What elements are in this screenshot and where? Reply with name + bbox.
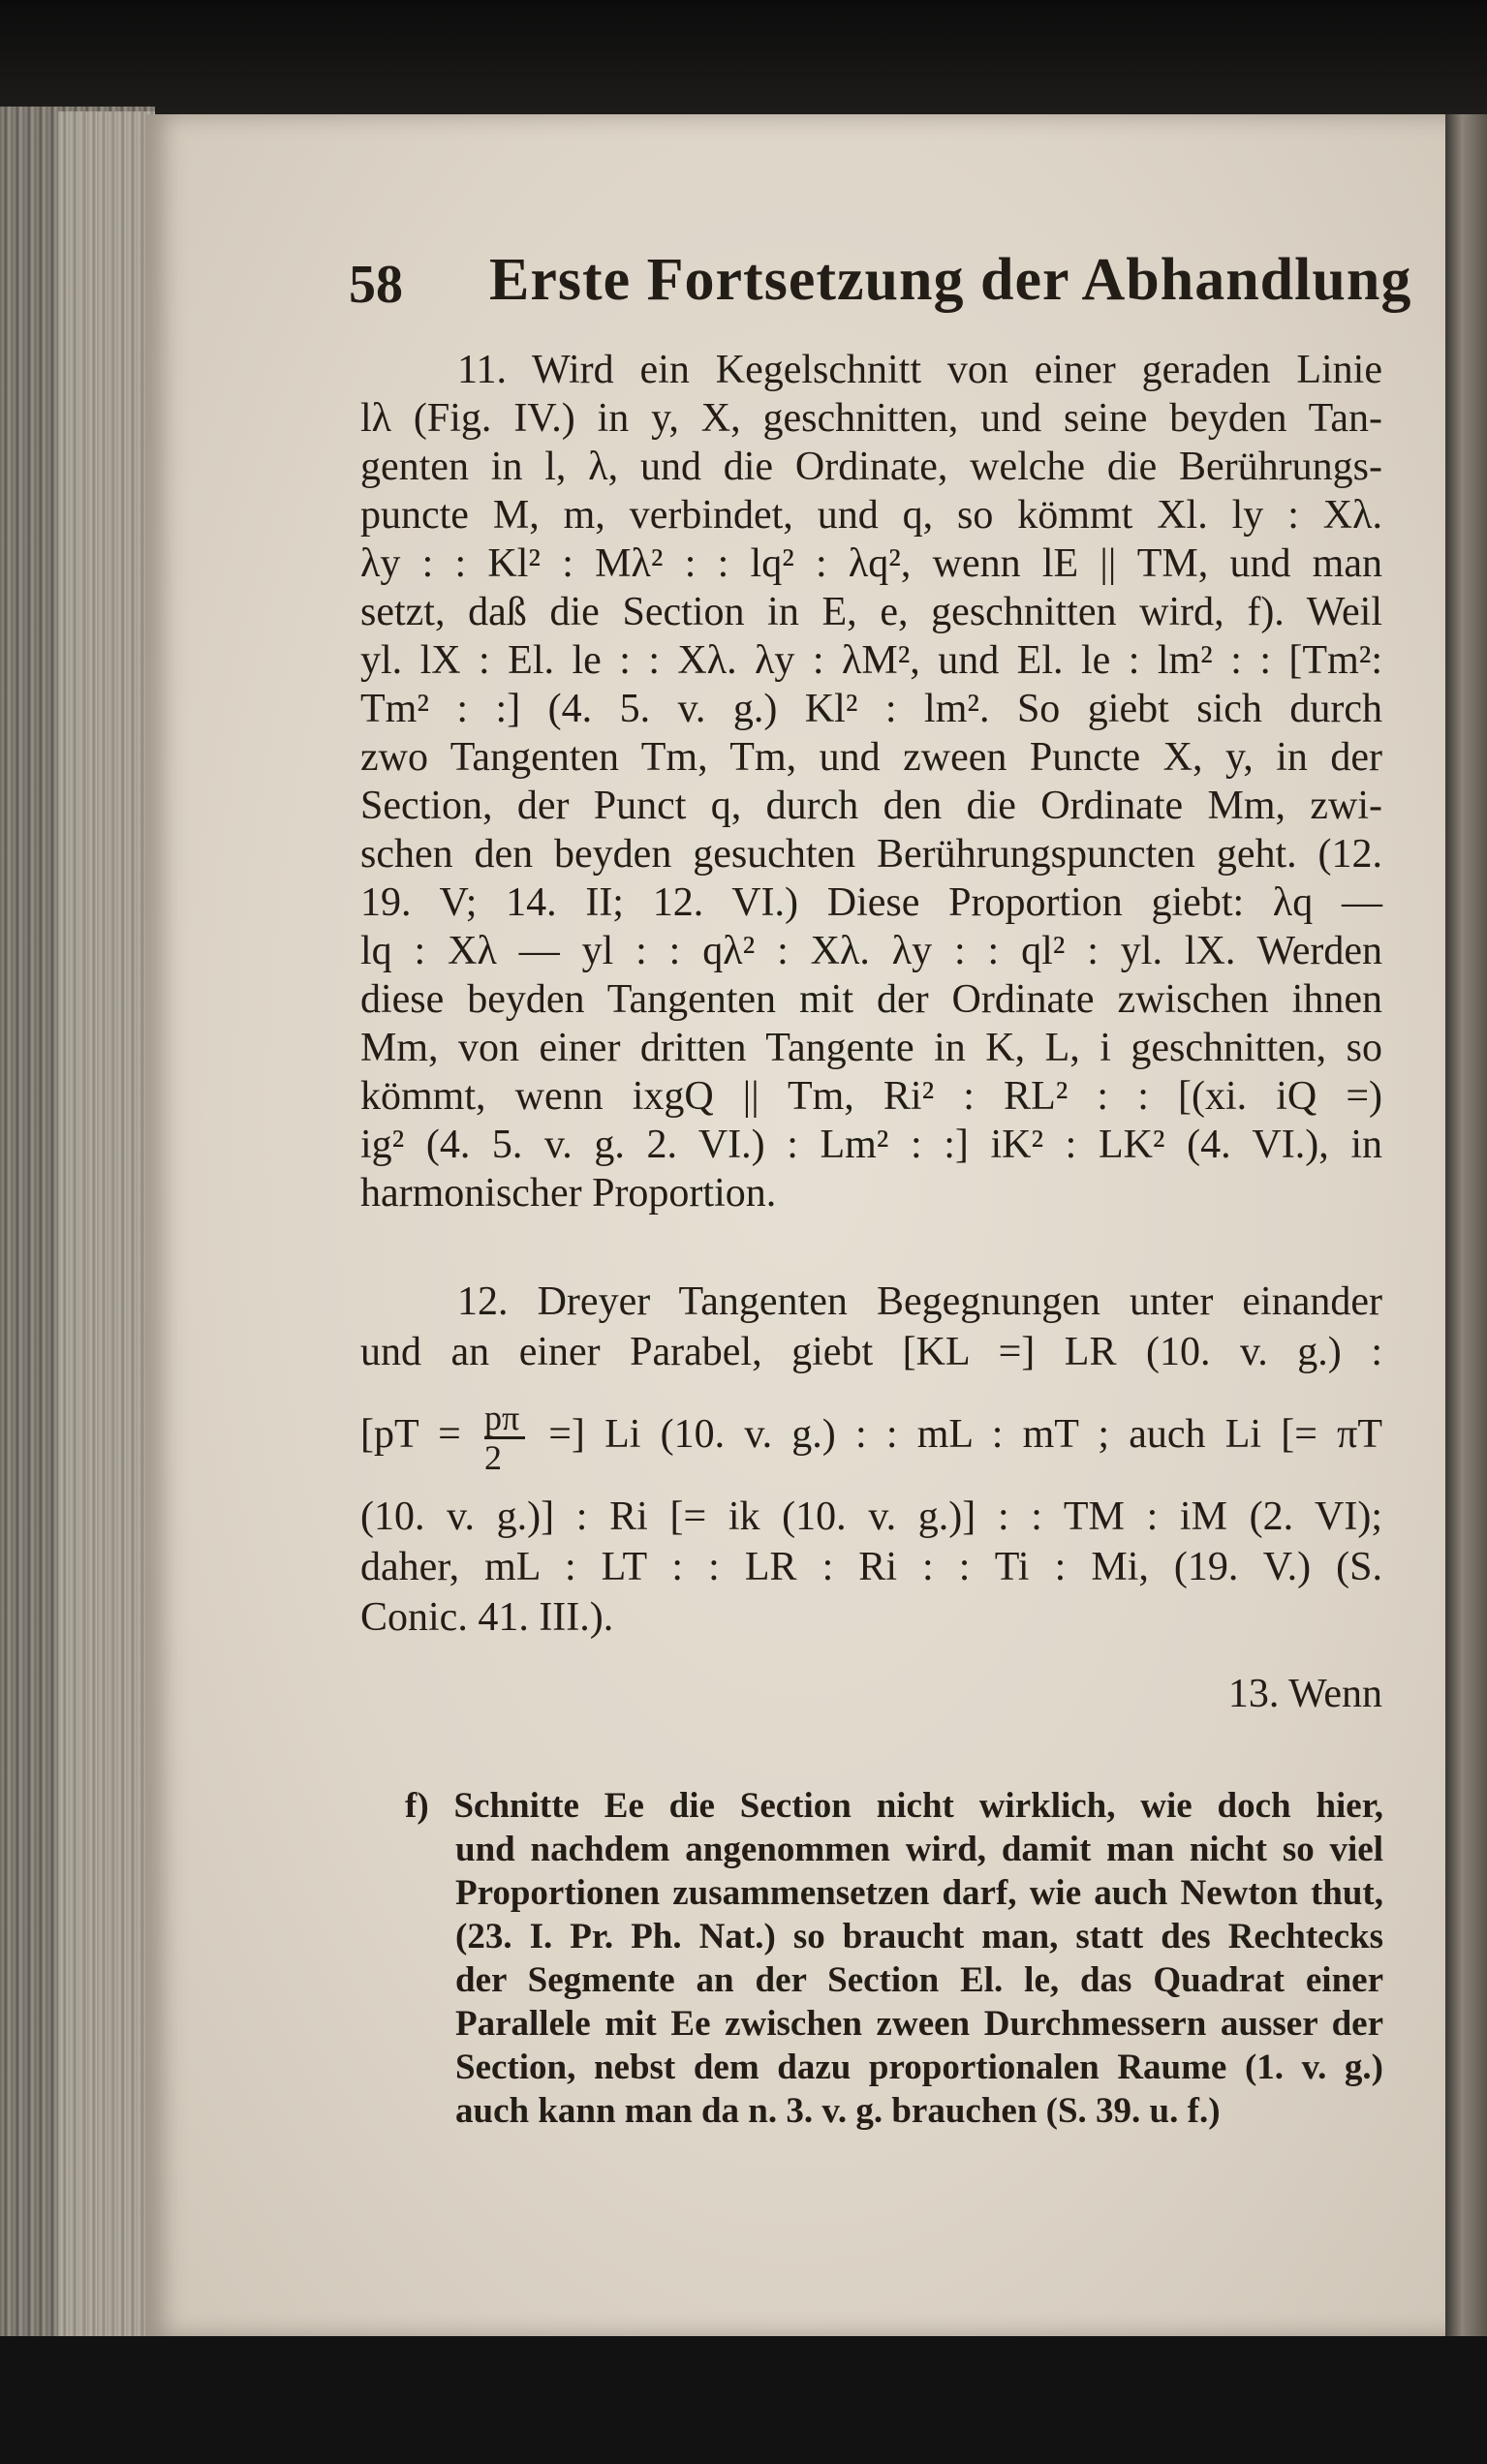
text-line: lλ (Fig. IV.) in y, X, geschnitten, und seine beyden Tan- (360, 396, 1382, 441)
text-line: Section, der Punct q, durch den die Ordinate Mm, zwi- (360, 784, 1382, 828)
text-line: lq : Xλ — yl : : qλ² : Xλ. λy : : ql² : yl. lX. Werden (360, 929, 1382, 973)
text-line: und an einer Parabel, giebt [KL =] LR (10. v. g.) : (360, 1330, 1382, 1374)
text-line: harmonischer Proportion. (360, 1171, 777, 1216)
text-line: (10. v. g.)] : Ri [= ik (10. v. g.)] : : TM : iM (2. VI); (360, 1494, 1382, 1539)
footnote-line: Section, nebst dem dazu proportionalen Raume (1. v. g.) (455, 2048, 1383, 2087)
section-11-paragraph (360, 346, 1382, 1217)
formula-text: =] Li (10. v. g.) : : mL : mT ; auch Li [= πT (548, 1412, 1383, 1457)
fraction-numerator: pπ (484, 1398, 520, 1437)
text-line: yl. lX : El. le : : Xλ. λy : λM², und El. le : lm² : : [Tm²: (360, 638, 1382, 683)
text-line: setzt, daß die Section in E, e, geschnitten wird, f). Weil (360, 590, 1382, 634)
text-line-with-fraction (360, 1377, 1382, 1492)
footnote-line: der Segmente an der Section El. le, das Quadrat einer (455, 1960, 1383, 2000)
text-line: ig² (4. 5. v. g. 2. VI.) : Lm² : :] iK² : LK² (4. VI.), in (360, 1123, 1382, 1167)
text-line: diese beyden Tangenten mit der Ordinate zwischen ihnen (360, 977, 1382, 1022)
footnote-line: und nachdem angenommen wird, damit man nicht so viel (455, 1830, 1383, 1869)
catchword: 13. Wenn (1227, 1672, 1382, 1716)
footnote-line: Parallele mit Ee zwischen zween Durchmessern ausser der (455, 2004, 1383, 2044)
text-line: 19. V; 14. II; 12. VI.) Diese Proportion giebt: λq — (360, 880, 1382, 925)
text-line: daher, mL : LT : : LR : Ri : : Ti : Mi, (19. V.) (S. (360, 1545, 1382, 1589)
text-line: 12. Dreyer Tangenten Begegnungen unter einander (457, 1279, 1382, 1324)
scan-background-top (0, 0, 1487, 114)
text-line: Conic. 41. III.). (360, 1595, 614, 1640)
footnote-line: (23. I. Pr. Ph. Nat.) so braucht man, statt des Rechtecks (455, 1917, 1383, 1956)
text-line: Mm, von einer dritten Tangente in K, L, i geschnitten, so (360, 1026, 1382, 1070)
text-line: zwo Tangenten Tm, Tm, und zween Puncte X, y, in der (360, 735, 1382, 780)
formula-text: [pT = (360, 1412, 461, 1457)
text-line: kömmt, wenn ixgQ || Tm, Ri² : RL² : : [(xi. iQ =) (360, 1074, 1382, 1119)
scan-background-bottom (0, 2336, 1487, 2464)
running-title: Erste Fortsetzung der Abhandlung (489, 247, 1412, 313)
facing-page-edge (1445, 114, 1487, 2342)
book-page-edges-inner (58, 111, 155, 2339)
footnote-line: f) Schnitte Ee die Section nicht wirklich, wie doch hier, (405, 1786, 1383, 1826)
text-line: genten in l, λ, und die Ordinate, welche die Berührungs- (360, 445, 1382, 489)
footnote (405, 1784, 1383, 2133)
fraction-denominator: 2 (484, 1437, 502, 1477)
text-line: Tm² : :] (4. 5. v. g.) Kl² : lm². So giebt sich durch (360, 687, 1382, 731)
fraction (484, 1400, 525, 1476)
text-line: 11. Wird ein Kegelschnitt von einer geraden Linie (457, 348, 1382, 392)
text-line: λy : : Kl² : Mλ² : : lq² : λq², wenn lE || TM, und man (360, 541, 1382, 586)
page-number: 58 (349, 255, 403, 315)
footnote-line: auch kann man da n. 3. v. g. brauchen (S. 39. u. f.) (455, 2091, 1221, 2131)
footnote-line: Proportionen zusammensetzen darf, wie auch Newton thut, (455, 1873, 1383, 1913)
section-12-paragraph (360, 1277, 1382, 1643)
text-line: schen den beyden gesuchten Berührungspuncten geht. (12. (360, 832, 1382, 877)
text-line: puncte M, m, verbindet, und q, so kömmt Xl. ly : Xλ. (360, 493, 1382, 538)
